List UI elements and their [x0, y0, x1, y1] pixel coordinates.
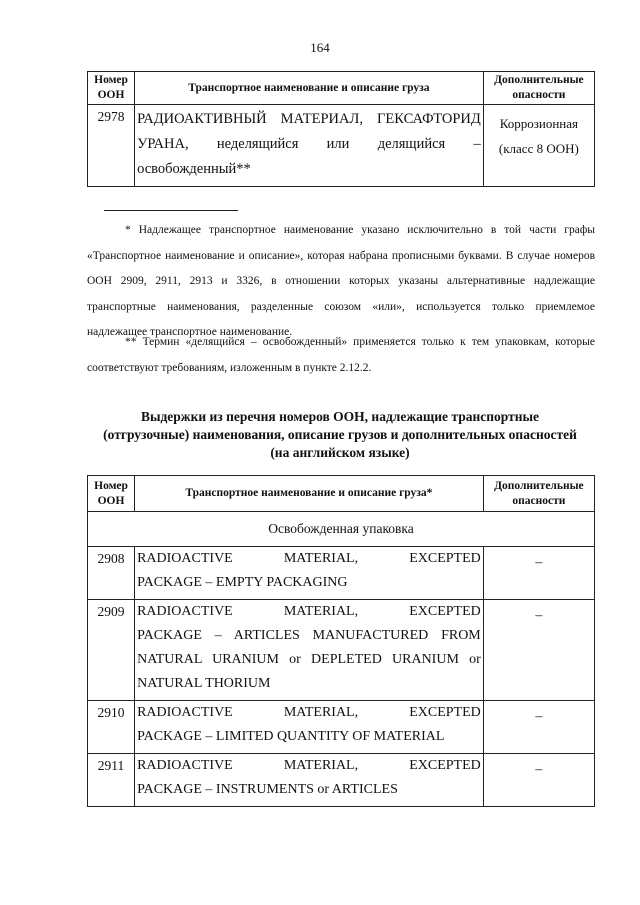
- footnote-text: ** Термин «делящийся – освобожденный» применяется только к тем упаковкам, которые соответствуют требованиям, изложенным в пункте 2.12.2.: [87, 336, 595, 374]
- hazard-cell: –: [483, 600, 594, 701]
- description-line: RADIOACTIVE MATERIAL, EXCEPTED: [137, 551, 481, 566]
- table-row: [88, 547, 595, 600]
- header-un-number: Номер ООН: [88, 476, 135, 512]
- un-number-cell: 2908: [88, 547, 135, 600]
- header-additional-hazards: Дополнительные опасности: [483, 72, 594, 105]
- table-row: [88, 600, 595, 701]
- page-number: 164: [310, 40, 330, 55]
- description-line: RADIOACTIVE MATERIAL, EXCEPTED: [137, 705, 481, 720]
- description-cell: [135, 105, 484, 187]
- description-line: УРАНА, неделящийся или делящийся – освобожденный**: [137, 136, 481, 177]
- header-description: Транспортное наименование и описание груза: [135, 72, 484, 105]
- table-header-row: [88, 72, 595, 105]
- description-line: RADIOACTIVE MATERIAL, EXCEPTED: [137, 758, 481, 773]
- footnote-divider: [104, 210, 238, 211]
- section-row-label: Освобожденная упаковка: [88, 512, 595, 547]
- un-number-cell: 2911: [88, 754, 135, 807]
- un-number-cell: 2910: [88, 701, 135, 754]
- description-line: PACKAGE – LIMITED QUANTITY OF MATERIAL: [137, 729, 445, 744]
- description-line: RADIOACTIVE MATERIAL, EXCEPTED: [137, 604, 481, 619]
- description-cell: [135, 701, 484, 754]
- section-row: [88, 512, 595, 547]
- dangerous-goods-table-english: [87, 475, 595, 807]
- hazard-line: (класс 8 ООН): [498, 141, 579, 156]
- header-description: Транспортное наименование и описание груза*: [135, 476, 484, 512]
- hazard-cell: –: [483, 754, 594, 807]
- hazard-line: Коррозионная: [499, 116, 579, 131]
- un-number-cell: 2978: [88, 105, 135, 187]
- footnote-1: [87, 218, 595, 346]
- table-row: [88, 701, 595, 754]
- description-line: PACKAGE – ARTICLES MANUFACTURED FROM NATURAL URANIUM or DEPLETED URANIUM or NATURAL THORIUM: [137, 628, 481, 691]
- table-row: [88, 754, 595, 807]
- description-cell: [135, 754, 484, 807]
- footnote-2: [87, 330, 595, 381]
- description-line: РАДИОАКТИВНЫЙ МАТЕРИАЛ, ГЕКСАФТОРИД: [137, 111, 481, 127]
- table-row: [88, 105, 595, 187]
- description-line: PACKAGE – EMPTY PACKAGING: [137, 575, 348, 590]
- table-header-row: [88, 476, 595, 512]
- description-cell: [135, 547, 484, 600]
- header-un-number: Номер ООН: [88, 72, 135, 105]
- description-line: PACKAGE – INSTRUMENTS or ARTICLES: [137, 782, 398, 797]
- section-title: Выдержки из перечня номеров ООН, надлежащие транспортные (отгрузочные) наименования, описание грузов и дополнительных опасностей (на английском языке): [103, 409, 577, 460]
- header-additional-hazards: Дополнительные опасности: [483, 476, 594, 512]
- hazard-cell: [483, 105, 594, 187]
- hazard-cell: –: [483, 701, 594, 754]
- un-number-cell: 2909: [88, 600, 135, 701]
- footnote-text: * Надлежащее транспортное наименование указано исключительно в той части графы «Транспортное наименование и описание», которая набрана прописными буквами. В случае номеров ООН 2909, 2911, 2913 и 3326, в отношении которых указаны альтернативные надлежащие транспортные наименования, разделенные союзом «или», используется только приемлемое надлежащее транспортное наименование.: [87, 224, 595, 338]
- hazard-cell: –: [483, 547, 594, 600]
- description-cell: [135, 600, 484, 701]
- dangerous-goods-table-russian: [87, 71, 595, 187]
